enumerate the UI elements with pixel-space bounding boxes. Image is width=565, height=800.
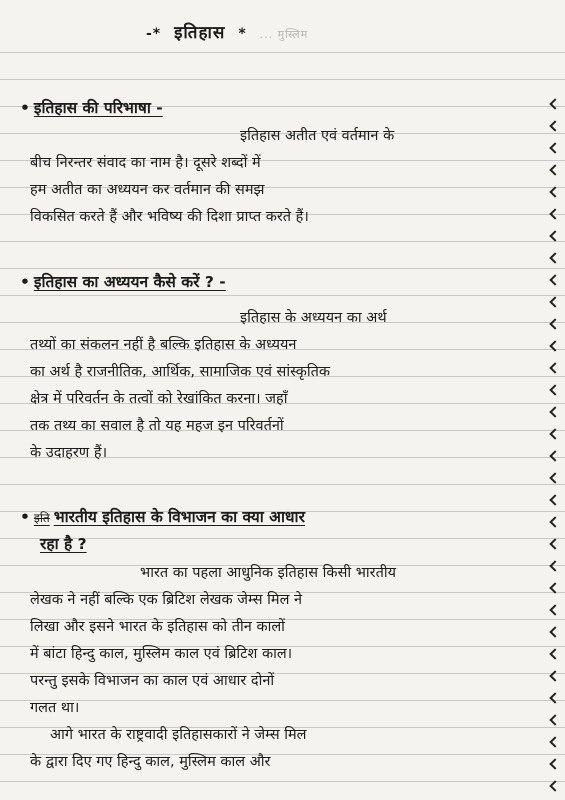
margin-chevron-icon xyxy=(549,406,560,417)
text-line: के उदाहरण हैं। xyxy=(30,445,108,461)
text-line: लेखक ने नहीं बल्कि एक ब्रिटिश लेखक जेम्स मिल ने xyxy=(30,592,303,608)
text-line: विकसित करते हैं और भविष्य की दिशा प्राप्त करते हैं। xyxy=(30,209,309,225)
page-title xyxy=(140,20,440,43)
margin-marks xyxy=(549,100,559,800)
margin-chevron-icon xyxy=(549,670,560,681)
heading-text: भारतीय इतिहास के विभाजन का क्या आधार xyxy=(53,508,305,526)
margin-chevron-icon xyxy=(549,516,560,527)
bullet-icon: • xyxy=(20,99,30,117)
ruled-line xyxy=(0,484,565,485)
margin-chevron-icon xyxy=(549,164,560,175)
margin-chevron-icon xyxy=(549,538,560,549)
text-line: आगे भारत के राष्ट्रवादी इतिहासकारों ने जेम्स मिल xyxy=(50,727,307,743)
margin-chevron-icon xyxy=(549,186,560,197)
margin-chevron-icon xyxy=(549,230,560,241)
ruled-line xyxy=(0,52,565,53)
margin-chevron-icon xyxy=(549,384,560,395)
text-line: इतिहास अतीत एवं वर्तमान के xyxy=(240,128,395,144)
ruled-line xyxy=(0,781,565,782)
margin-chevron-icon xyxy=(549,318,560,329)
margin-chevron-icon xyxy=(549,582,560,593)
margin-chevron-icon xyxy=(549,142,560,153)
text-line: परन्तु इसके विभाजन का काल एवं आधार दोनों xyxy=(30,673,275,689)
margin-chevron-icon xyxy=(549,494,560,505)
margin-chevron-icon xyxy=(549,626,560,637)
margin-chevron-icon xyxy=(549,560,560,571)
margin-chevron-icon xyxy=(549,296,560,307)
section-heading-definition xyxy=(20,96,163,118)
section-heading-study xyxy=(20,270,226,292)
margin-chevron-icon xyxy=(549,692,560,703)
bullet-icon: • xyxy=(20,273,30,291)
margin-chevron-icon xyxy=(549,208,560,219)
heading-text: रहा है ? xyxy=(40,535,87,553)
margin-chevron-icon xyxy=(549,758,560,769)
title-faint-text: ... मुस्लिम xyxy=(259,28,309,41)
heading-text: इतिहास का अध्ययन कैसे करें ? - xyxy=(33,273,226,291)
title-star-right: * xyxy=(238,26,247,42)
text-line: का अर्थ है राजनीतिक, आर्थिक, सामाजिक एवं सांस्कृतिक xyxy=(30,364,331,380)
section-body-study xyxy=(30,305,530,467)
margin-chevron-icon xyxy=(549,120,560,131)
section-heading-division xyxy=(20,505,305,527)
text-line: तक तथ्य का सवाल है तो यह महज इन परिवर्तनों xyxy=(30,418,284,434)
text-line: तथ्यों का संकलन नहीं है बल्कि इतिहास के अध्ययन xyxy=(30,337,297,353)
text-line: इतिहास के अध्ययन का अर्थ xyxy=(240,310,387,326)
margin-chevron-icon xyxy=(549,714,560,725)
section-heading-division-line2 xyxy=(40,532,87,554)
text-line: बीच निरन्तर संवाद का नाम है। दूसरे शब्दों में xyxy=(30,155,261,171)
margin-chevron-icon xyxy=(549,736,560,747)
margin-chevron-icon xyxy=(549,428,560,439)
section-body-definition xyxy=(30,123,530,231)
text-line: हम अतीत का अध्ययन कर वर्तमान की समझ xyxy=(30,182,265,198)
title-star-left: -* xyxy=(146,26,162,42)
margin-chevron-icon xyxy=(549,252,560,263)
margin-chevron-icon xyxy=(549,648,560,659)
text-line: के द्वारा दिए गए हिन्दु काल, मुस्लिम काल और xyxy=(30,754,271,770)
ruled-line xyxy=(0,295,565,296)
text-line: में बांटा हिन्दु काल, मुस्लिम काल एवं ब्रिटिश काल। xyxy=(30,646,293,662)
struck-text: इति xyxy=(33,511,50,525)
title-text: इतिहास xyxy=(174,23,226,43)
text-line: क्षेत्र में परिवर्तन के तत्वों को रेखांकित करना। जहाँ xyxy=(30,391,288,407)
bullet-icon: • xyxy=(20,508,30,526)
text-line: लिखा और इसने भारत के इतिहास को तीन कालों xyxy=(30,619,285,635)
margin-chevron-icon xyxy=(549,780,560,791)
heading-text: इतिहास की परिभाषा - xyxy=(33,99,163,117)
margin-chevron-icon xyxy=(549,472,560,483)
margin-chevron-icon xyxy=(549,274,560,285)
margin-chevron-icon xyxy=(549,450,560,461)
ruled-line xyxy=(0,268,565,269)
section-body-division xyxy=(30,560,530,776)
margin-chevron-icon xyxy=(549,340,560,351)
margin-chevron-icon xyxy=(549,604,560,615)
margin-chevron-icon xyxy=(549,98,560,109)
text-line: गलत था। xyxy=(30,700,80,716)
ruled-line xyxy=(0,79,565,80)
ruled-line xyxy=(0,241,565,242)
margin-chevron-icon xyxy=(549,362,560,373)
text-line: भारत का पहला आधुनिक इतिहास किसी भारतीय xyxy=(140,565,397,581)
